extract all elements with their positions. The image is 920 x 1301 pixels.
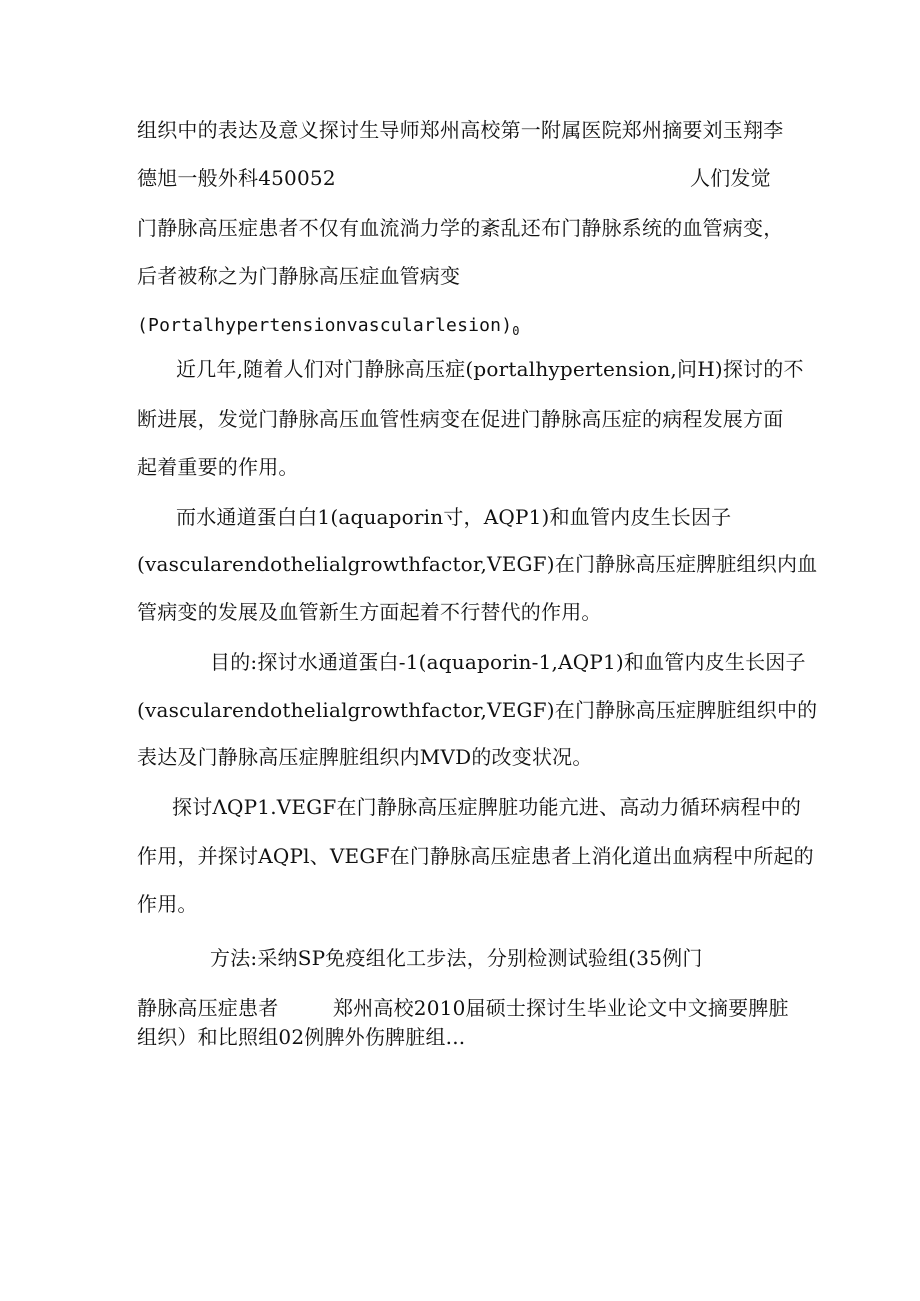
text-line-9: 而水通道蛋白白1(aquaporin寸，AQP1)和血管内皮生长因子 [176,505,732,529]
text-line-19-right: 郑州高校2010届硕士探讨生毕业论文中文摘要脾脏 [333,996,789,1020]
text-line-8: 起着重要的作用。 [137,455,299,479]
subscript-zero: 0 [512,324,520,338]
text-line-15: 探讨ΛQP1.VEGF在门静脉高压症脾脏功能亢进、高动力循环病程中的 [172,795,802,819]
text-line-2: 德旭一般外科450052 [137,166,336,190]
text-line-4: 后者被称之为门静脉高压症血管病变 [137,264,461,288]
term-portal-hypertension-lesion: (Portalhypertensionvascularlesion) [137,315,513,336]
text-line-2-right: 人们发觉 [690,166,771,190]
text-line-12: 目的:探讨水通道蛋白-1(aquaporin-1,AQP1)和血管内皮生长因子 [210,650,806,674]
text-line-11: 管病变的发展及血管新生方面起着不行替代的作用。 [137,600,602,624]
text-line-17: 作用。 [137,892,198,916]
text-line-3: 门静脉高压症患者不仅有血流淌力学的紊乱还布门静脉系统的血管病变， [137,216,784,240]
text-line-14: 表达及门静脉高压症脾脏组织内MVD的改变状况。 [137,745,593,769]
text-line-18: 方法:采纳SP免疫组化工步法，分别检测试验组(35例门 [210,946,703,970]
text-line-1: 组织中的表达及意义探讨生导师郑州高校第一附属医院郑州摘要刘玉翔李 [137,118,784,142]
text-line-19: 静脉高压症患者 [137,996,279,1020]
text-line-7: 断进展，发觉门静脉高压血管性病变在促进门静脉高压症的病程发展方面 [137,407,784,431]
text-line-20: 组织）和比照组02例脾外伤脾脏组... [137,1025,466,1049]
text-line-13: (vascularendothelialgrowthfactor,VEGF)在门静脉高压症脾脏组织中的 [137,698,818,722]
text-line-16: 作用，并探讨AQPl、VEGF在门静脉高压症患者上消化道出血病程中所起的 [137,844,814,868]
text-line-6: 近几年,随着人们对门静脉高压症(portalhypertension,问H)探讨的不 [176,357,804,381]
text-line-10: (vascularendothelialgrowthfactor,VEGF)在门静脉高压症脾脏组织内血 [137,552,818,576]
text-line-5 [137,314,520,343]
